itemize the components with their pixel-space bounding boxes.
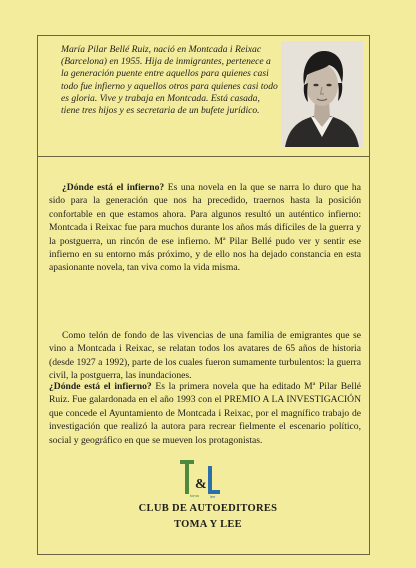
publisher-logo <box>177 458 223 500</box>
synopsis-paragraph-3 <box>49 380 361 447</box>
svg-text:toma: toma <box>190 493 199 498</box>
publisher-name <box>0 501 416 533</box>
author-box <box>37 35 370 157</box>
author-bio: María Pilar Bellé Ruiz, nació en Montcada i Reixac (Barcelona) en 1955. Hija de inmigrantes, pertenece a la generación puente entre aquellos para quienes casi todo fue infierno y aquellos otros para quienes casi todo es gloria. Vive y trabaja en Montcada. Está casada, tiene tres hijos y es secretaria de un bufete jurídico. <box>61 44 278 117</box>
author-portrait-image <box>281 41 363 147</box>
paragraph-1-text: Es una novela en la que se narra lo duro que ha sido para la generación que nos ha precedido, traernos hasta la posición confortable en que estamos ahora. Para algunos resultó un auténtico infierno: Montcada i Reixac fue para muchos durante los años más difíciles de la guerra y la postguerra, un rincón de ese infierno. Mª Pilar Bellé pudo ver y sentir ese infierno en su entorno más próximo, y de ello nos ha dejado constancia en esta apasionante novela, tan viva como la vida misma. <box>49 182 361 274</box>
book-title-mention-1: ¿Dónde está el infierno? <box>62 182 165 193</box>
paragraph-3-text-b: que concede el Ayuntamiento de Montcada i Reixac, por el magnífico trabajo de investigación que realizó la autora para recrear fielmente el escenario político, social y geográfico en que se mueven los protagonistas. <box>49 407 361 446</box>
award-name: PREMIO A LA INVESTIGACIÓN <box>224 394 361 406</box>
synopsis-paragraph-2 <box>49 329 361 383</box>
paragraph-3-text-a: Es la primera novela que ha editado Mª Pilar Bellé Ruiz. Fue galardonada en el año 1993 con el <box>49 381 361 406</box>
book-title-mention-2: ¿Dónde está el infierno? <box>49 381 152 392</box>
svg-text:&: & <box>195 477 207 492</box>
paragraph-2-text: Como telón de fondo de las vivencias de una familia de emigrantes que se vino a Montcada i Reixac, se relatan todos los avatares de 65 años de historia (desde 1927 a 1992), parte de los cuales fueron sumamente turbulentos: la guerra civil, la postguerra, las inundaciones. <box>49 330 361 382</box>
publisher-line-2: TOMA Y LEE <box>174 519 242 530</box>
svg-text:lee: lee <box>210 494 216 499</box>
synopsis-paragraph-1 <box>49 181 361 275</box>
publisher-line-1: CLUB DE AUTOEDITORES <box>138 503 278 514</box>
author-photo <box>281 41 363 147</box>
